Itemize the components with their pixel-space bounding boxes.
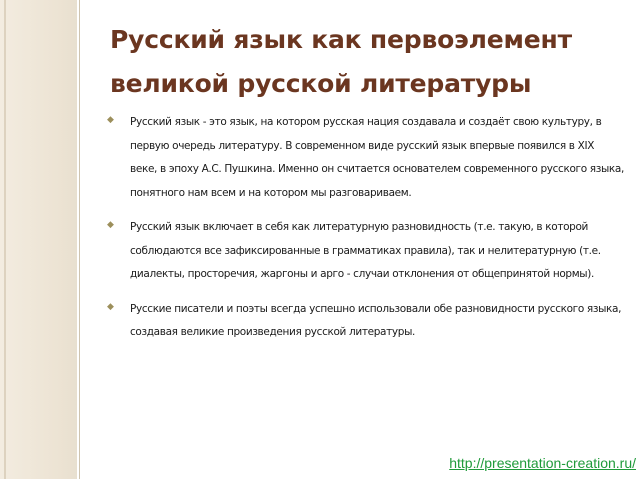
vertical-divider-line bbox=[79, 0, 80, 479]
diamond-bullet-icon: ◆ bbox=[107, 115, 114, 125]
bullet-item bbox=[104, 216, 624, 287]
bullet-text: Русский язык - это язык, на котором русская нация создавала и создаёт свою культуру, в первую очередь литературу. В современном виде русский язык впервые появился в XIX веке, в эпоху А.С. Пушкина. Именно он считается основателем современного русского языка, понятного нам всем и на котором мы разговариваем. bbox=[130, 116, 624, 199]
left-decorative-band bbox=[0, 0, 77, 479]
band-accent-line bbox=[4, 0, 6, 479]
bullet-list bbox=[104, 111, 624, 345]
diamond-bullet-icon: ◆ bbox=[107, 220, 114, 230]
slide-title: Русский язык как первоэлемент великой русской литературы bbox=[110, 25, 572, 98]
footer-website-link[interactable]: http://presentation-creation.ru/ bbox=[449, 455, 636, 471]
diamond-bullet-icon: ◆ bbox=[107, 301, 114, 312]
bullet-item bbox=[104, 111, 624, 205]
bullet-item bbox=[104, 298, 624, 345]
bullet-text: Русские писатели и поэты всегда успешно использовали обе разновидности русского языка, создавая великие произведения русской литературы. bbox=[130, 302, 622, 338]
bullet-text: Русский язык включает в себя как литературную разновидность (т.е. такую, в которой соблюдаются все зафиксированные в грамматиках правила), так и нелитературную (т.е. диалекты, просторечия, жаргоны и арго - случаи отклонения от общепринятой нормы). bbox=[130, 221, 601, 280]
